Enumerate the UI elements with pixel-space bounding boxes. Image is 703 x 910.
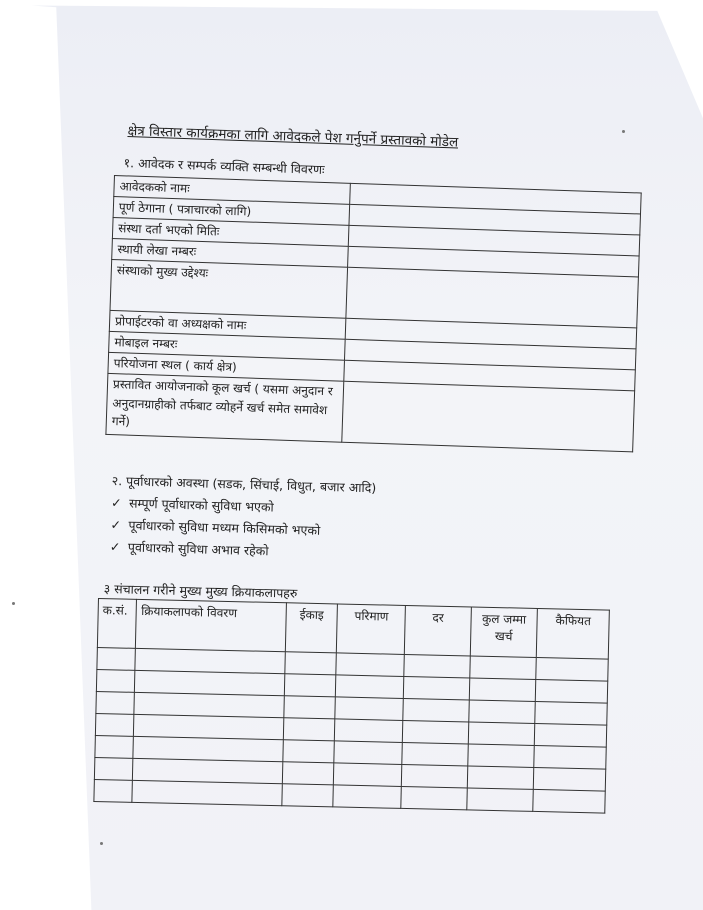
column-header: क्रियाकलापको विवरण [136, 599, 286, 651]
field-label: स्थायी लेखा नम्बरः [112, 238, 349, 267]
table-cell[interactable] [335, 697, 403, 721]
table-cell[interactable] [402, 764, 468, 787]
section2 [110, 470, 377, 565]
checkmark-icon: ✓ [110, 494, 122, 511]
column-header: ईकाइ [285, 603, 338, 653]
table-cell[interactable] [285, 652, 337, 675]
table-cell[interactable] [283, 740, 335, 763]
section3-heading: ३ संचालन गरीने मुख्य मुख्य क्रियाकलापहरु [103, 580, 298, 601]
table-cell[interactable] [467, 744, 534, 768]
table-cell[interactable] [534, 767, 606, 791]
document-title: क्षेत्र विस्तार कार्यक्रमका लागि आवेदकले पेश गर्नुपर्ने प्रस्तावको मोडेल [127, 122, 459, 151]
field-label: प्रोपाईटरको वा अध्यक्षको नामः [109, 310, 346, 339]
table-cell[interactable] [466, 788, 533, 812]
table-cell[interactable] [469, 678, 536, 702]
table-cell[interactable] [282, 784, 334, 807]
table-cell[interactable] [94, 779, 133, 802]
column-header: कैफियत [537, 608, 610, 659]
table-cell[interactable] [97, 647, 136, 670]
table-cell[interactable] [336, 653, 404, 677]
column-header: परिमाण [337, 604, 406, 655]
applicant-details-table [105, 175, 641, 452]
field-label: परियोजना स्थल ( कार्य क्षेत्र) [108, 352, 345, 381]
column-header: कुल जम्मा खर्च [470, 607, 538, 657]
table-cell[interactable] [534, 745, 606, 769]
table-cell[interactable] [282, 762, 334, 785]
table-cell[interactable] [403, 720, 469, 743]
table-cell[interactable] [95, 735, 134, 758]
table-cell[interactable] [536, 679, 608, 703]
section1-heading: १. आवेदक र सम्पर्क व्यक्ति सम्बन्धी विवरणः [123, 154, 325, 178]
column-header: क.सं. [97, 599, 137, 649]
section2-heading: २. पूर्वाधारको अवस्था (सडक, सिंचाई, विधुत, बजार आदि) [111, 472, 377, 496]
column-header: दर [405, 605, 471, 655]
field-label: प्रस्तावित आयोजनाको कूल खर्च ( यसमा अनुदान र अनुदानग्राहीको तर्फबाट व्योहर्ने खर्च समेत समावेश गर्ने) [106, 373, 344, 442]
table-cell[interactable] [335, 719, 403, 743]
field-label: आवेदकको नामः [114, 176, 351, 205]
table-cell[interactable] [404, 676, 470, 699]
table-cell[interactable] [333, 785, 401, 809]
option-label: पूर्वाधारको सुविधा अभाव रहेको [127, 539, 269, 559]
table-cell[interactable] [536, 657, 608, 681]
option-label: पूर्वाधारको सुविधा मध्यम किसिमको भएको [128, 517, 321, 538]
table-cell[interactable] [535, 701, 607, 725]
table-cell[interactable] [468, 700, 535, 724]
table-cell[interactable] [96, 669, 135, 692]
field-label: मोबाइल नम्बरः [109, 331, 346, 360]
table-cell[interactable] [469, 656, 536, 680]
field-label: संस्था दर्ता भएको मितिः [112, 217, 349, 246]
checkmark-icon: ✓ [110, 516, 122, 533]
table-cell[interactable] [533, 789, 605, 813]
table-cell[interactable] [334, 763, 402, 787]
table-cell[interactable] [334, 741, 402, 765]
table-cell[interactable] [336, 675, 404, 699]
table-cell[interactable] [94, 757, 133, 780]
table-cell[interactable] [284, 674, 336, 697]
activities-table [93, 598, 609, 814]
table-cell[interactable] [284, 696, 336, 719]
table-cell[interactable] [403, 698, 469, 721]
scan-speck [622, 130, 625, 133]
table-cell[interactable] [467, 766, 534, 790]
table-cell[interactable] [96, 691, 135, 714]
option-label: सम्पूर्ण पूर्वाधारको सुविधा भएको [128, 495, 275, 515]
field-value[interactable] [342, 381, 635, 452]
table-cell[interactable] [95, 713, 134, 736]
field-label: संस्थाको मुख्य उद्देश्यः [110, 259, 348, 318]
table-cell[interactable] [401, 786, 467, 809]
table-cell[interactable] [402, 742, 468, 765]
table-cell[interactable] [283, 718, 335, 741]
field-label: पूर्ण ठेगाना ( पत्राचारको लागि) [113, 197, 350, 226]
table-cell[interactable] [404, 654, 470, 677]
scan-speck [12, 602, 15, 605]
checkmark-icon: ✓ [109, 538, 121, 554]
scan-speck [100, 842, 103, 845]
table-cell[interactable] [468, 722, 535, 746]
table-cell[interactable] [132, 780, 282, 805]
table-cell[interactable] [535, 723, 607, 747]
